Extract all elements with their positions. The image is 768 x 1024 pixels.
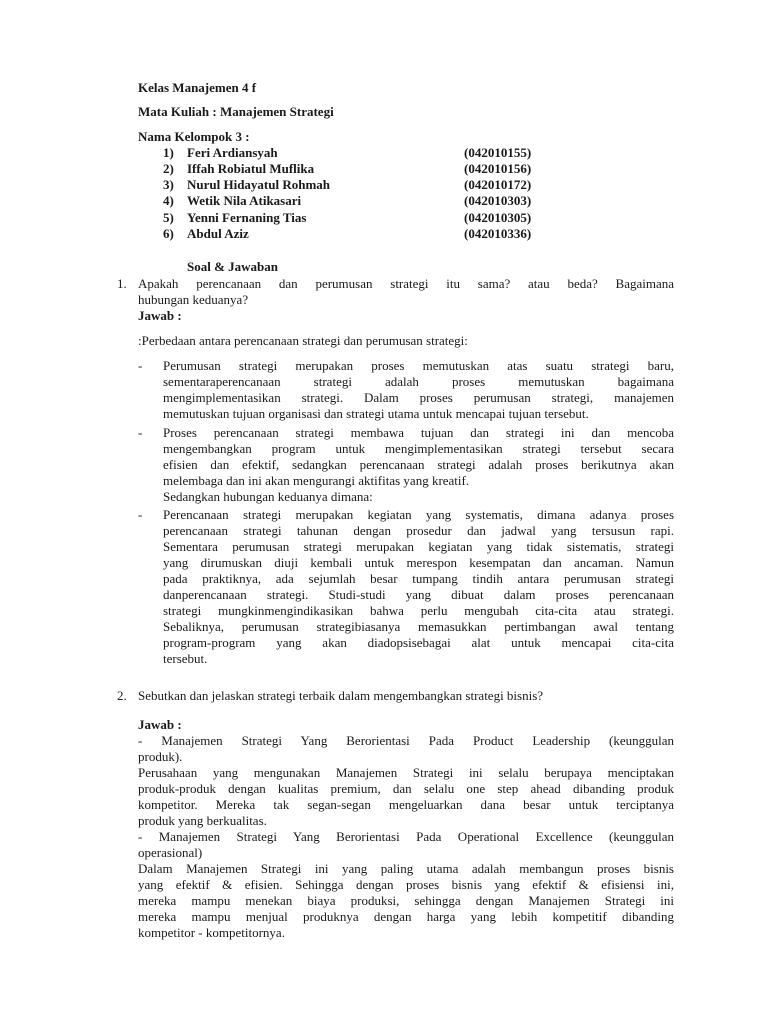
member-name: Nurul Hidayatul Rohmah [187, 177, 331, 192]
section-title: Soal & Jawaban [187, 259, 279, 274]
bullet-paragraph-2: Proses perencanaan strategi membawa tujuan dan strategi ini dan mencoba mengembangkan program untuk mengimplementasikan strategi tersebut secara efisien dan efektif, sedangkan perencanaan strategi adalah proses berikutnya akan melembaga dan ini akan mengurangi aktifitas yang kreatif. Sedangkan hubungan keduanya dimana: [163, 425, 674, 504]
member-id: (042010156) [464, 161, 532, 176]
relation-text: Sedangkan hubungan keduanya dimana: [163, 489, 373, 504]
member-row [163, 193, 563, 209]
member-id: (042010155) [464, 145, 532, 160]
member-name: Wetik Nila Atikasari [187, 193, 302, 208]
member-id: (042010305) [464, 210, 532, 225]
answer-intro: :Perbedaan antara perencanaan strategi dan perumusan strategi: [138, 333, 468, 348]
bullet-paragraph-3: Perencanaan strategi merupakan kegiatan yang systematis, dimana adanya proses perencanaan strategi tahunan dengan prosedur dan jadwal yang tersusun rapi. Sementara perumusan strategi merupakan kegiatan yang tidak sistematis, strategi yang dirumuskan diuji kembali untuk merespon kesempatan dan ancaman. Namun pada praktiknya, ada sejumlah besar tumpang tindih antara perumusan strategi danperencanaan strategi. Studi-studi yang dibuat dalam proses perencanaan strategi mungkinmengindikasikan bahwa perlu mengubah cita-cita atau strategi. Sebaliknya, perumusan strategibiasanya memasukkan pertimbangan awal tentang program-program yang akan diadopsisebagai alat untuk mencapai cita-cita tersebut. [163, 507, 674, 666]
member-number: 3) [163, 177, 174, 192]
member-name: Abdul Aziz [187, 226, 249, 241]
bullet-paragraph-1: Perumusan strategi merupakan proses memutuskan atas suatu strategi baru, sementaraperencanaan strategi adalah proses memutuskan bagaimana mengimplementasikan strategi. Dalam proses perumusan strategi, manajemen memutuskan tujuan organisasi dan strategi utama untuk mencapai tujuan tersebut. [163, 358, 674, 421]
member-id: (042010336) [464, 226, 532, 241]
member-row [163, 226, 563, 242]
member-row [163, 161, 563, 177]
member-row [163, 145, 563, 161]
bullet-dash: - [138, 425, 143, 440]
bullet-dash: - [138, 507, 143, 522]
member-name: Yenni Fernaning Tias [187, 210, 307, 225]
member-name: Iffah Robiatul Muflika [187, 161, 315, 176]
member-name: Feri Ardiansyah [187, 145, 278, 160]
question-1-text: Apakah perencanaan dan perumusan strategi itu sama? atau beda? Bagaimana hubungan keduanya? [138, 276, 674, 307]
question-2-text: Sebutkan dan jelaskan strategi terbaik dalam mengembangkan strategi bisnis? [138, 688, 544, 703]
answer-2-body: - Manajemen Strategi Yang Berorientasi Pada Product Leadership (keunggulan produk). Perusahaan yang mengunakan Manajemen Strategi ini selalu berupaya menciptakan produk-produk dengan kualitas premium, dan selalu one step ahead dibanding produk kompetitor. Mereka tak segan-segan mengeluarkan dana besar untuk terciptanya produk yang berkualitas. - Manajemen Strategi Yang Berorientasi Pada Operational Excellence (keunggulan operasional) Dalam Manajemen Strategi ini yang paling utama adalah membangun proses bisnis yang efektif & efisien. Sehingga dengan proses bisnis yang efektif & efisiensi ini, mereka mampu menekan biaya produksi, sehingga dengan Manajemen Strategi ini mereka mampu menjual produknya dengan harga yang lebih kompetitif dibanding kompetitor - kompetitornya. [138, 733, 674, 940]
member-id: (042010303) [464, 193, 532, 208]
answer-label: Jawab : [138, 717, 182, 732]
answer-label: Jawab : [138, 308, 182, 323]
question-number: 2. [117, 688, 127, 703]
member-number: 4) [163, 193, 174, 208]
question-number: 1. [117, 276, 127, 291]
class-label: Kelas Manajemen 4 f [138, 80, 257, 95]
member-row [163, 210, 563, 226]
course-label: Mata Kuliah : Manajemen Strategi [138, 104, 334, 119]
member-number: 6) [163, 226, 174, 241]
member-id: (042010172) [464, 177, 532, 192]
bullet-dash: - [138, 358, 143, 373]
member-number: 2) [163, 161, 174, 176]
member-number: 5) [163, 210, 174, 225]
member-number: 1) [163, 145, 174, 160]
member-row [163, 177, 563, 193]
group-label: Nama Kelompok 3 : [138, 129, 250, 144]
